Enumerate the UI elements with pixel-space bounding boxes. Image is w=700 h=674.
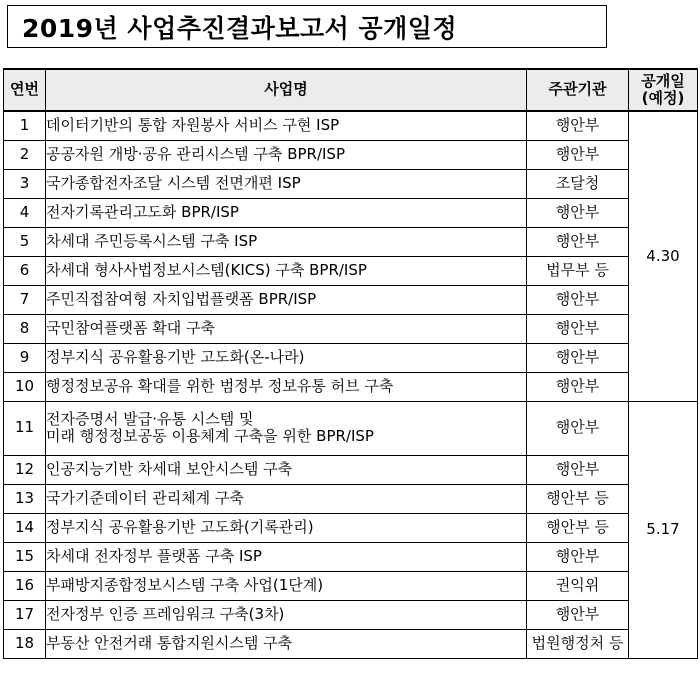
lead-agency: 행안부 (527, 314, 629, 343)
table-row (4, 401, 698, 455)
project-name-line: 행정정보공유 확대를 위한 범정부 정보유통 허브 구축 (46, 376, 394, 395)
table-row (4, 256, 698, 285)
row-number: 5 (4, 227, 46, 256)
row-number: 13 (4, 484, 46, 513)
lead-agency: 행안부 (527, 285, 629, 314)
row-number: 14 (4, 513, 46, 542)
project-name-line: 데이터기반의 통합 자원봉사 서비스 구현 ISP (46, 116, 340, 135)
project-name (46, 227, 527, 256)
table-row (4, 513, 698, 542)
row-number: 11 (4, 401, 46, 455)
project-name (46, 169, 527, 198)
table-row (4, 198, 698, 227)
project-name (46, 198, 527, 227)
row-number: 8 (4, 314, 46, 343)
project-name-line: 전자정부 인증 프레임워크 구축(3차) (46, 604, 285, 623)
project-name-line: 미래 행정정보공동 이용체계 구축을 위한 BPR/ISP (46, 427, 374, 445)
project-name (46, 629, 527, 658)
title-box (7, 5, 607, 48)
table-row (4, 571, 698, 600)
row-number: 9 (4, 343, 46, 372)
project-name-line: 주민직접참여형 자치입법플랫폼 BPR/ISP (46, 289, 317, 308)
row-number: 12 (4, 455, 46, 484)
lead-agency: 행안부 (527, 343, 629, 372)
table-row (4, 484, 698, 513)
project-name (46, 256, 527, 285)
lead-agency: 법원행정처 등 (527, 629, 629, 658)
row-number: 7 (4, 285, 46, 314)
lead-agency: 행안부 (527, 372, 629, 401)
lead-agency: 행안부 (527, 600, 629, 629)
project-name (46, 455, 527, 484)
schedule-table (3, 68, 698, 659)
project-name-line: 전자기록관리고도화 BPR/ISP (46, 202, 239, 221)
page-title: 2019년 사업추진결과보고서 공개일정 (22, 13, 458, 43)
project-name-line: 전자증명서 발급·유통 시스템 및 (46, 409, 254, 428)
lead-agency: 행안부 (527, 140, 629, 169)
row-number: 2 (4, 140, 46, 169)
project-name-line: 공공자원 개방·공유 관리시스템 구축 BPR/ISP (46, 144, 345, 163)
project-name-line: 국가기준데이터 관리체계 구축 (46, 488, 244, 507)
project-name-line: 정부지식 공유활용기반 고도화(온-나라) (46, 347, 305, 366)
project-name-line: 국민참여플랫폼 확대 구축 (46, 318, 215, 337)
header-name: 사업명 (46, 69, 527, 111)
project-name-line: 인공지능기반 차세대 보안시스템 구축 (46, 459, 293, 478)
row-number: 3 (4, 169, 46, 198)
release-date: 5.17 (629, 401, 698, 658)
project-name (46, 314, 527, 343)
project-name (46, 600, 527, 629)
project-name (46, 285, 527, 314)
table-row (4, 140, 698, 169)
table-row (4, 629, 698, 658)
project-name (46, 513, 527, 542)
project-name-line: 국가종합전자조달 시스템 전면개편 ISP (46, 173, 301, 192)
row-number: 16 (4, 571, 46, 600)
lead-agency: 행안부 등 (527, 513, 629, 542)
project-name (46, 343, 527, 372)
project-name-line: 차세대 주민등록시스템 구축 ISP (46, 231, 258, 250)
project-name (46, 542, 527, 571)
table-row (4, 600, 698, 629)
lead-agency: 행안부 (527, 227, 629, 256)
table-row (4, 227, 698, 256)
row-number: 15 (4, 542, 46, 571)
table-row (4, 169, 698, 198)
table-row (4, 372, 698, 401)
project-name (46, 140, 527, 169)
header-num: 연번 (4, 69, 46, 111)
header-agency: 주관기관 (527, 69, 629, 111)
table-row (4, 314, 698, 343)
row-number: 18 (4, 629, 46, 658)
project-name-line: 차세대 전자정부 플랫폼 구축 ISP (46, 546, 262, 565)
table-row (4, 542, 698, 571)
table-row (4, 343, 698, 372)
project-name-line: 차세대 형사사법정보시스템(KICS) 구축 BPR/ISP (46, 260, 367, 279)
row-number: 1 (4, 111, 46, 140)
lead-agency: 행안부 (527, 401, 629, 455)
release-date: 4.30 (629, 111, 698, 401)
lead-agency: 법무부 등 (527, 256, 629, 285)
project-name-line: 부패방지종합정보시스템 구축 사업(1단계) (46, 575, 324, 594)
header-date-line2: (예정) (641, 89, 685, 107)
header-date (629, 69, 698, 111)
row-number: 4 (4, 198, 46, 227)
row-number: 17 (4, 600, 46, 629)
lead-agency: 권익위 (527, 571, 629, 600)
lead-agency: 행안부 (527, 111, 629, 140)
table-body (4, 111, 698, 658)
table-row (4, 455, 698, 484)
project-name (46, 401, 527, 455)
project-name (46, 372, 527, 401)
table-row (4, 285, 698, 314)
lead-agency: 행안부 등 (527, 484, 629, 513)
project-name-line: 부동산 안전거래 통합지원시스템 구축 (46, 633, 293, 652)
lead-agency: 행안부 (527, 455, 629, 484)
table-row (4, 111, 698, 140)
project-name (46, 484, 527, 513)
project-name-line: 정부지식 공유활용기반 고도화(기록관리) (46, 517, 314, 536)
lead-agency: 행안부 (527, 542, 629, 571)
project-name (46, 571, 527, 600)
header-date-line1: 공개일 (641, 71, 685, 90)
row-number: 10 (4, 372, 46, 401)
project-name (46, 111, 527, 140)
header-row (4, 69, 698, 111)
row-number: 6 (4, 256, 46, 285)
lead-agency: 조달청 (527, 169, 629, 198)
lead-agency: 행안부 (527, 198, 629, 227)
